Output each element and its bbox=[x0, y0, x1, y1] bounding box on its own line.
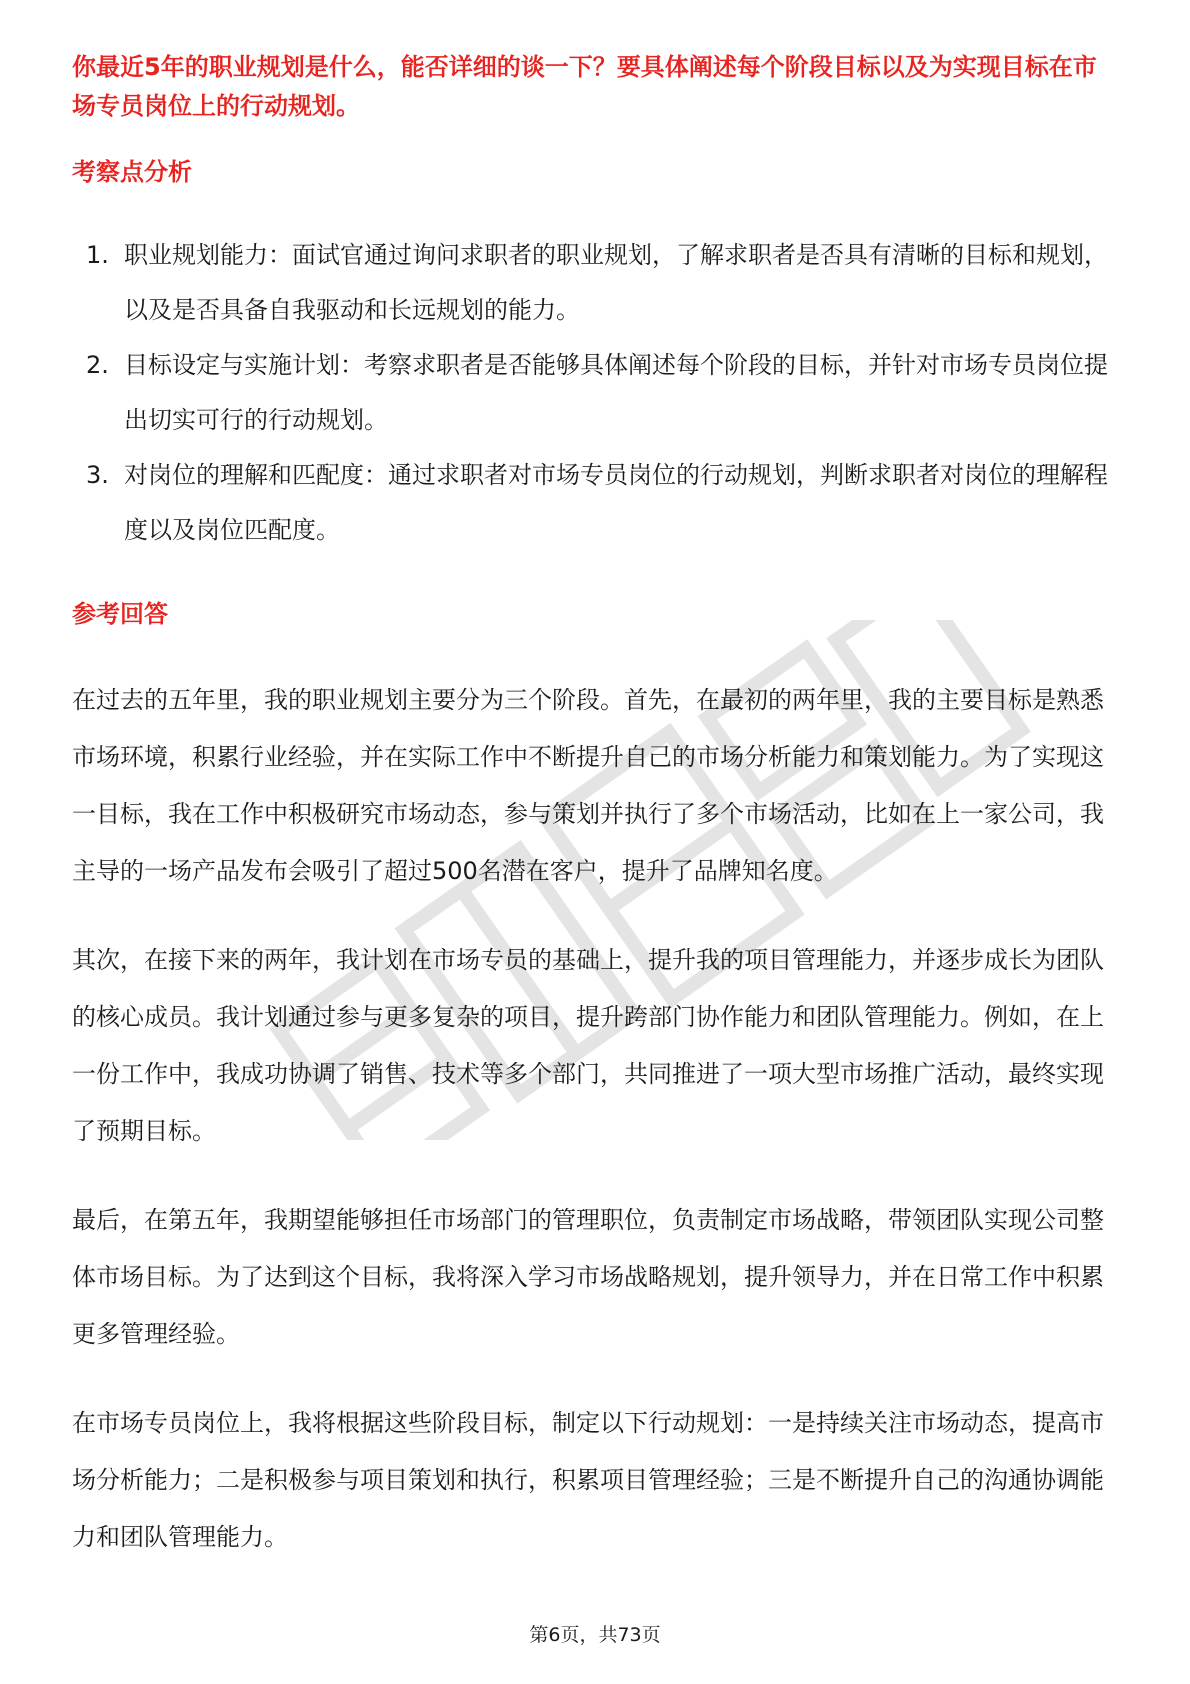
analysis-point bbox=[72, 448, 1118, 558]
answer-paragraph: 在市场专员岗位上，我将根据这些阶段目标，制定以下行动规划：一是持续关注市场动态，提高市场分析能力；二是积极参与项目策划和执行，积累项目管理经验；三是不断提升自己的沟通协调能力和团队管理能力。 bbox=[72, 1409, 1104, 1551]
point-text: 对岗位的理解和匹配度：通过求职者对市场专员岗位的行动规划，判断求职者对岗位的理解程度以及岗位匹配度。 bbox=[124, 461, 1108, 544]
analysis-heading: 考察点分析 bbox=[72, 158, 192, 186]
point-text: 职业规划能力：面试官通过询问求职者的职业规划，了解求职者是否具有清晰的目标和规划，以及是否具备自我驱动和长远规划的能力。 bbox=[124, 241, 1108, 324]
answer-paragraph: 在过去的五年里，我的职业规划主要分为三个阶段。首先，在最初的两年里，我的主要目标是熟悉市场环境，积累行业经验，并在实际工作中不断提升自己的市场分析能力和策划能力。为了实现这一目标，我在工作中积极研究市场动态，参与策划并执行了多个市场活动，比如在上一家公司，我主导的一场产品发布会吸引了超过500名潜在客户，提升了品牌知名度。 bbox=[72, 686, 1104, 885]
analysis-points-list bbox=[72, 228, 1118, 558]
document-page bbox=[72, 48, 1118, 1566]
point-number: 1. bbox=[86, 241, 109, 269]
point-text: 目标设定与实施计划：考察求职者是否能够具体阐述每个阶段的目标，并针对市场专员岗位提出切实可行的行动规划。 bbox=[124, 351, 1108, 434]
interview-question: 你最近5年的职业规划是什么，能否详细的谈一下？要具体阐述每个阶段目标以及为实现目标在市场专员岗位上的行动规划。 bbox=[72, 53, 1097, 120]
page-number-footer: 第6页，共73页 bbox=[529, 1624, 661, 1646]
point-number: 3. bbox=[86, 461, 109, 489]
answer-paragraph: 最后，在第五年，我期望能够担任市场部门的管理职位，负责制定市场战略，带领团队实现公司整体市场目标。为了达到这个目标，我将深入学习市场战略规划，提升领导力，并在日常工作中积累更多管理经验。 bbox=[72, 1206, 1104, 1348]
answer-heading: 参考回答 bbox=[72, 600, 168, 628]
point-number: 2. bbox=[86, 351, 109, 379]
analysis-point bbox=[72, 338, 1118, 448]
analysis-point bbox=[72, 228, 1118, 338]
answer-paragraph: 其次，在接下来的两年，我计划在市场专员的基础上，提升我的项目管理能力，并逐步成长为团队的核心成员。我计划通过参与更多复杂的项目，提升跨部门协作能力和团队管理能力。例如，在上一份工作中，我成功协调了销售、技术等多个部门，共同推进了一项大型市场推广活动，最终实现了预期目标。 bbox=[72, 946, 1104, 1145]
